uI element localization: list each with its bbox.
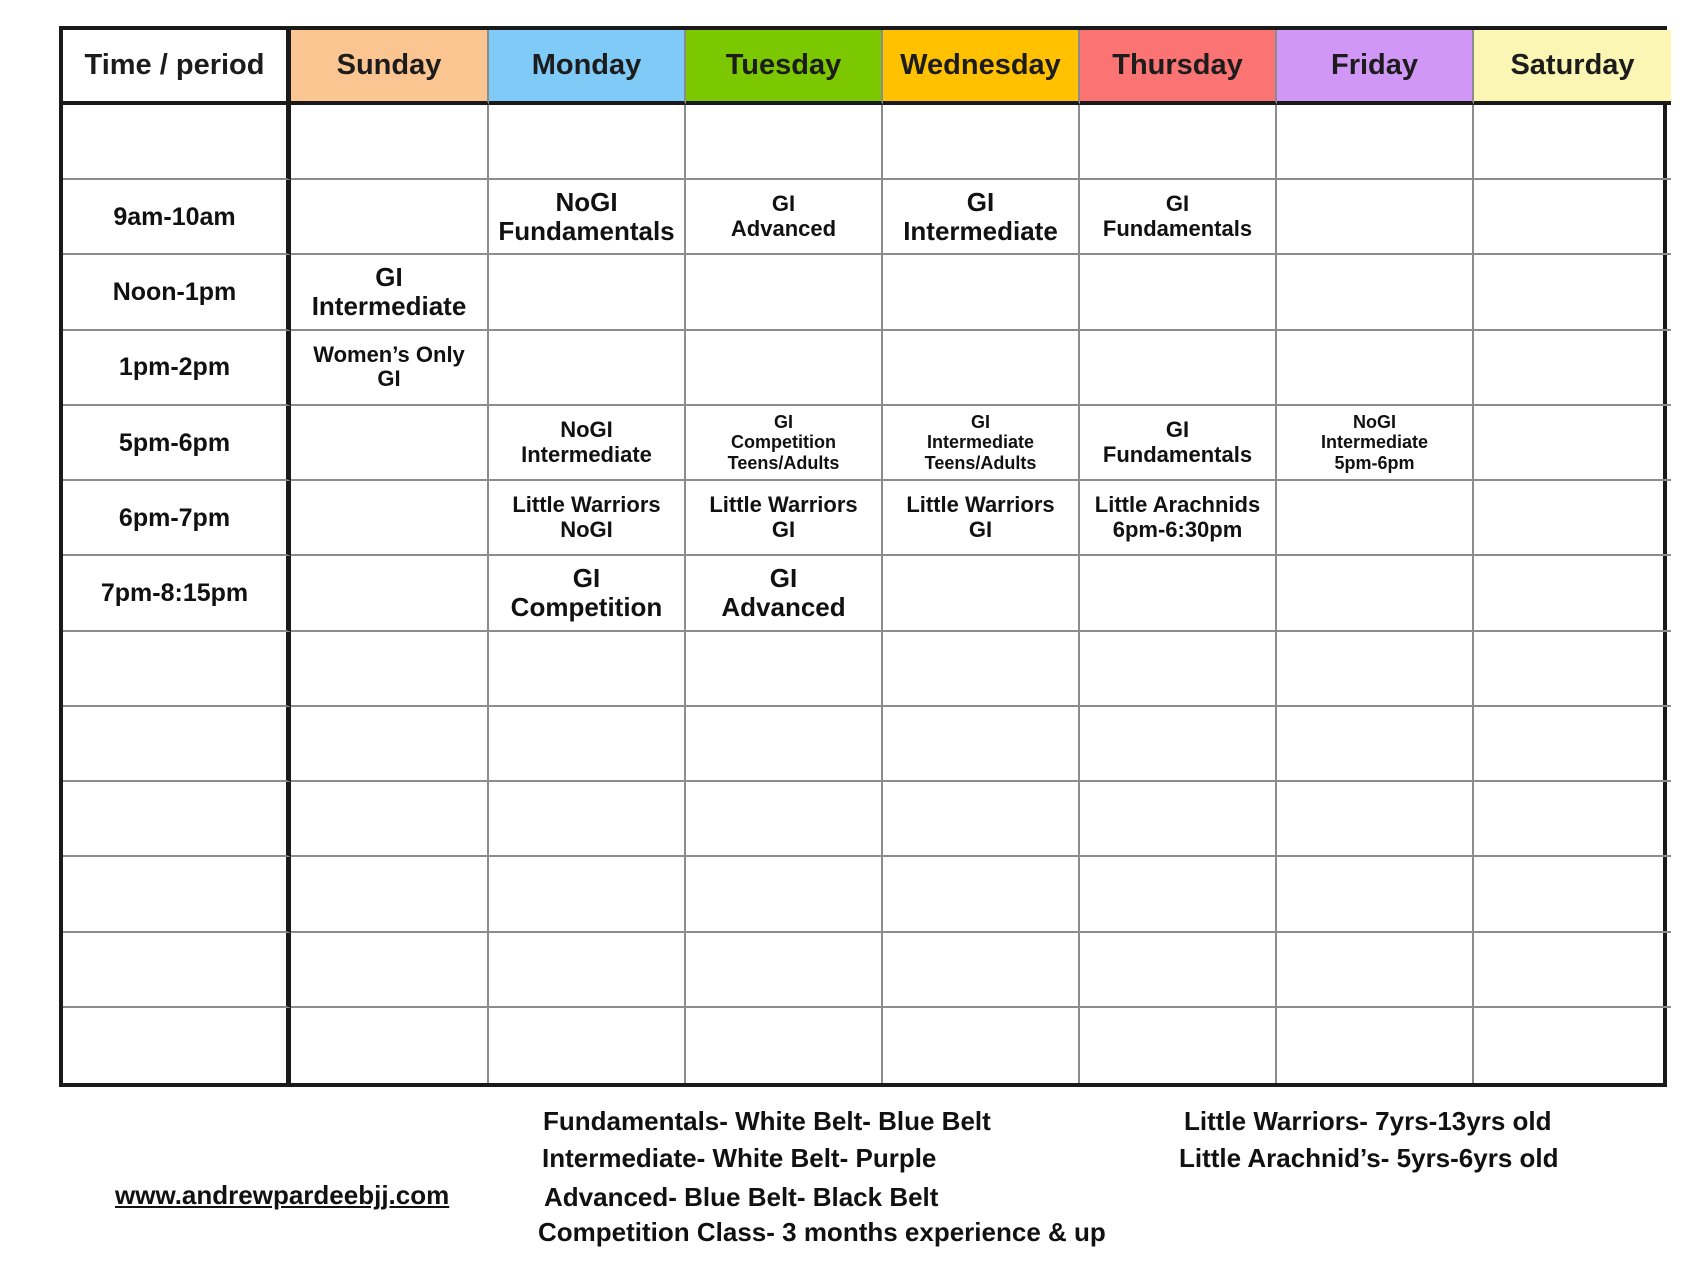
time-slot-cell: 7pm-8:15pm <box>63 556 291 631</box>
time-slot-cell <box>63 707 291 782</box>
legend-kids-arachnids: Little Arachnid’s- 5yrs-6yrs old <box>1179 1143 1559 1173</box>
class-line: GI <box>970 411 990 432</box>
empty-cell <box>1277 707 1474 782</box>
time-slot-cell <box>63 632 291 707</box>
legend-level-advanced: Advanced- Blue Belt- Black Belt <box>544 1182 939 1212</box>
class-cell-wednesday <box>883 180 1080 255</box>
class-line: Intermediate <box>903 215 1058 246</box>
class-line: NoGI <box>1353 411 1396 432</box>
class-line: Little Warriors <box>512 492 661 518</box>
empty-cell <box>291 933 489 1008</box>
empty-cell <box>883 556 1080 631</box>
class-cell-thursday <box>1080 481 1277 556</box>
time-slot-cell: Noon-1pm <box>63 255 291 330</box>
empty-cell <box>883 105 1080 180</box>
empty-cell <box>1277 632 1474 707</box>
class-cell-wednesday <box>883 406 1080 481</box>
empty-cell <box>1080 857 1277 932</box>
time-slot-cell <box>63 1008 291 1083</box>
empty-cell <box>489 1008 686 1083</box>
empty-cell <box>1474 406 1671 481</box>
empty-cell <box>1277 255 1474 330</box>
empty-cell <box>686 857 883 932</box>
class-line: Intermediate <box>521 441 652 467</box>
empty-cell <box>1277 556 1474 631</box>
empty-cell <box>1277 331 1474 406</box>
empty-cell <box>1474 782 1671 857</box>
empty-cell <box>686 782 883 857</box>
class-cell-friday <box>1277 406 1474 481</box>
empty-cell <box>1474 180 1671 255</box>
class-line: Advanced <box>721 591 846 622</box>
empty-cell <box>883 255 1080 330</box>
class-line: Teens/Adults <box>727 452 840 473</box>
empty-cell <box>1474 707 1671 782</box>
empty-cell <box>1277 782 1474 857</box>
class-cell-tuesday <box>686 481 883 556</box>
empty-cell <box>1277 933 1474 1008</box>
empty-cell <box>1474 556 1671 631</box>
empty-cell <box>291 857 489 932</box>
class-cell-thursday <box>1080 180 1277 255</box>
empty-cell <box>686 632 883 707</box>
empty-cell <box>1277 105 1474 180</box>
class-cell-tuesday <box>686 556 883 631</box>
class-line: Fundamentals <box>1102 441 1253 467</box>
empty-cell <box>1080 105 1277 180</box>
empty-cell <box>1474 1008 1671 1083</box>
class-line: GI <box>769 562 798 593</box>
empty-cell <box>1080 707 1277 782</box>
header-day-tuesday: Tuesday <box>686 30 883 105</box>
empty-cell <box>1277 857 1474 932</box>
class-cell-monday <box>489 556 686 631</box>
class-line: Competition <box>510 591 663 622</box>
class-line: Intermediate <box>1320 432 1429 453</box>
class-cell-monday <box>489 180 686 255</box>
class-line: NoGI <box>560 416 613 442</box>
time-slot-cell: 5pm-6pm <box>63 406 291 481</box>
empty-cell <box>1474 255 1671 330</box>
empty-cell <box>883 1008 1080 1083</box>
class-line: Fundamentals <box>1102 215 1253 241</box>
empty-cell <box>291 1008 489 1083</box>
empty-cell <box>883 632 1080 707</box>
class-line: GI <box>771 191 796 217</box>
class-schedule-table <box>59 26 1667 1087</box>
class-line: GI <box>1165 191 1190 217</box>
empty-cell <box>489 782 686 857</box>
header-day-thursday: Thursday <box>1080 30 1277 105</box>
class-line: Competition <box>731 432 836 453</box>
empty-cell <box>1474 331 1671 406</box>
header-day-monday: Monday <box>489 30 686 105</box>
empty-cell <box>291 105 489 180</box>
empty-cell <box>291 481 489 556</box>
class-line: Advanced <box>730 215 837 241</box>
class-line: Women’s Only <box>313 341 465 367</box>
header-day-sunday: Sunday <box>291 30 489 105</box>
empty-cell <box>1080 556 1277 631</box>
empty-cell <box>1080 782 1277 857</box>
empty-cell <box>489 857 686 932</box>
class-line: GI <box>771 516 796 542</box>
empty-cell <box>291 707 489 782</box>
empty-cell <box>291 556 489 631</box>
empty-cell <box>291 632 489 707</box>
empty-cell <box>686 105 883 180</box>
empty-cell <box>1474 481 1671 556</box>
empty-cell <box>686 255 883 330</box>
time-slot-cell <box>63 782 291 857</box>
empty-cell <box>883 933 1080 1008</box>
class-line: Little Warriors <box>906 492 1055 518</box>
empty-cell <box>1080 632 1277 707</box>
class-line: GI <box>966 186 995 217</box>
empty-cell <box>1474 105 1671 180</box>
empty-cell <box>1277 481 1474 556</box>
empty-cell <box>291 406 489 481</box>
empty-cell <box>489 632 686 707</box>
class-cell-tuesday <box>686 406 883 481</box>
empty-cell <box>883 782 1080 857</box>
empty-cell <box>686 707 883 782</box>
class-line: NoGI <box>560 516 613 542</box>
class-line: GI <box>968 516 993 542</box>
legend-level-fundamentals: Fundamentals- White Belt- Blue Belt <box>543 1106 991 1136</box>
class-line: GI <box>572 562 601 593</box>
time-slot-cell <box>63 105 291 180</box>
class-line: GI <box>773 411 793 432</box>
class-line: Teens/Adults <box>924 452 1037 473</box>
class-cell-wednesday <box>883 481 1080 556</box>
class-cell-monday <box>489 481 686 556</box>
header-day-saturday: Saturday <box>1474 30 1671 105</box>
empty-cell <box>291 180 489 255</box>
class-line: Intermediate <box>311 291 467 322</box>
class-line: Little Arachnids <box>1094 492 1261 518</box>
empty-cell <box>1080 933 1277 1008</box>
class-line: NoGI <box>555 186 618 217</box>
header-time-period: Time / period <box>63 30 291 105</box>
legend-level-intermediate: Intermediate- White Belt- Purple <box>542 1143 937 1173</box>
class-line: 6pm-6:30pm <box>1112 516 1243 542</box>
empty-cell <box>1080 1008 1277 1083</box>
class-cell-monday <box>489 406 686 481</box>
class-cell-tuesday <box>686 180 883 255</box>
class-line: GI <box>1165 416 1190 442</box>
time-slot-cell: 9am-10am <box>63 180 291 255</box>
empty-cell <box>1474 632 1671 707</box>
empty-cell <box>1474 857 1671 932</box>
header-day-wednesday: Wednesday <box>883 30 1080 105</box>
empty-cell <box>489 933 686 1008</box>
class-line: Little Warriors <box>709 492 858 518</box>
website-link[interactable]: www.andrewpardeebjj.com <box>115 1180 450 1210</box>
empty-cell <box>1277 1008 1474 1083</box>
empty-cell <box>686 1008 883 1083</box>
legend-level-competition: Competition Class- 3 months experience & up <box>538 1217 1106 1247</box>
class-cell-thursday <box>1080 406 1277 481</box>
time-slot-cell <box>63 857 291 932</box>
empty-cell <box>1277 180 1474 255</box>
class-line: GI <box>377 366 401 392</box>
class-line: GI <box>375 261 403 292</box>
time-slot-cell: 6pm-7pm <box>63 481 291 556</box>
empty-cell <box>883 707 1080 782</box>
header-day-friday: Friday <box>1277 30 1474 105</box>
empty-cell <box>883 331 1080 406</box>
legend-kids-warriors: Little Warriors- 7yrs-13yrs old <box>1184 1106 1552 1136</box>
class-cell-sunday <box>291 255 489 330</box>
empty-cell <box>291 782 489 857</box>
empty-cell <box>489 255 686 330</box>
class-line: Fundamentals <box>498 215 675 246</box>
empty-cell <box>686 331 883 406</box>
time-slot-cell <box>63 933 291 1008</box>
empty-cell <box>1474 933 1671 1008</box>
empty-cell <box>686 933 883 1008</box>
empty-cell <box>1080 255 1277 330</box>
empty-cell <box>489 105 686 180</box>
time-slot-cell: 1pm-2pm <box>63 331 291 406</box>
class-line: 5pm-6pm <box>1334 452 1415 473</box>
empty-cell <box>1080 331 1277 406</box>
empty-cell <box>489 707 686 782</box>
class-line: Intermediate <box>926 432 1035 453</box>
empty-cell <box>489 331 686 406</box>
class-cell-sunday <box>291 331 489 406</box>
empty-cell <box>883 857 1080 932</box>
